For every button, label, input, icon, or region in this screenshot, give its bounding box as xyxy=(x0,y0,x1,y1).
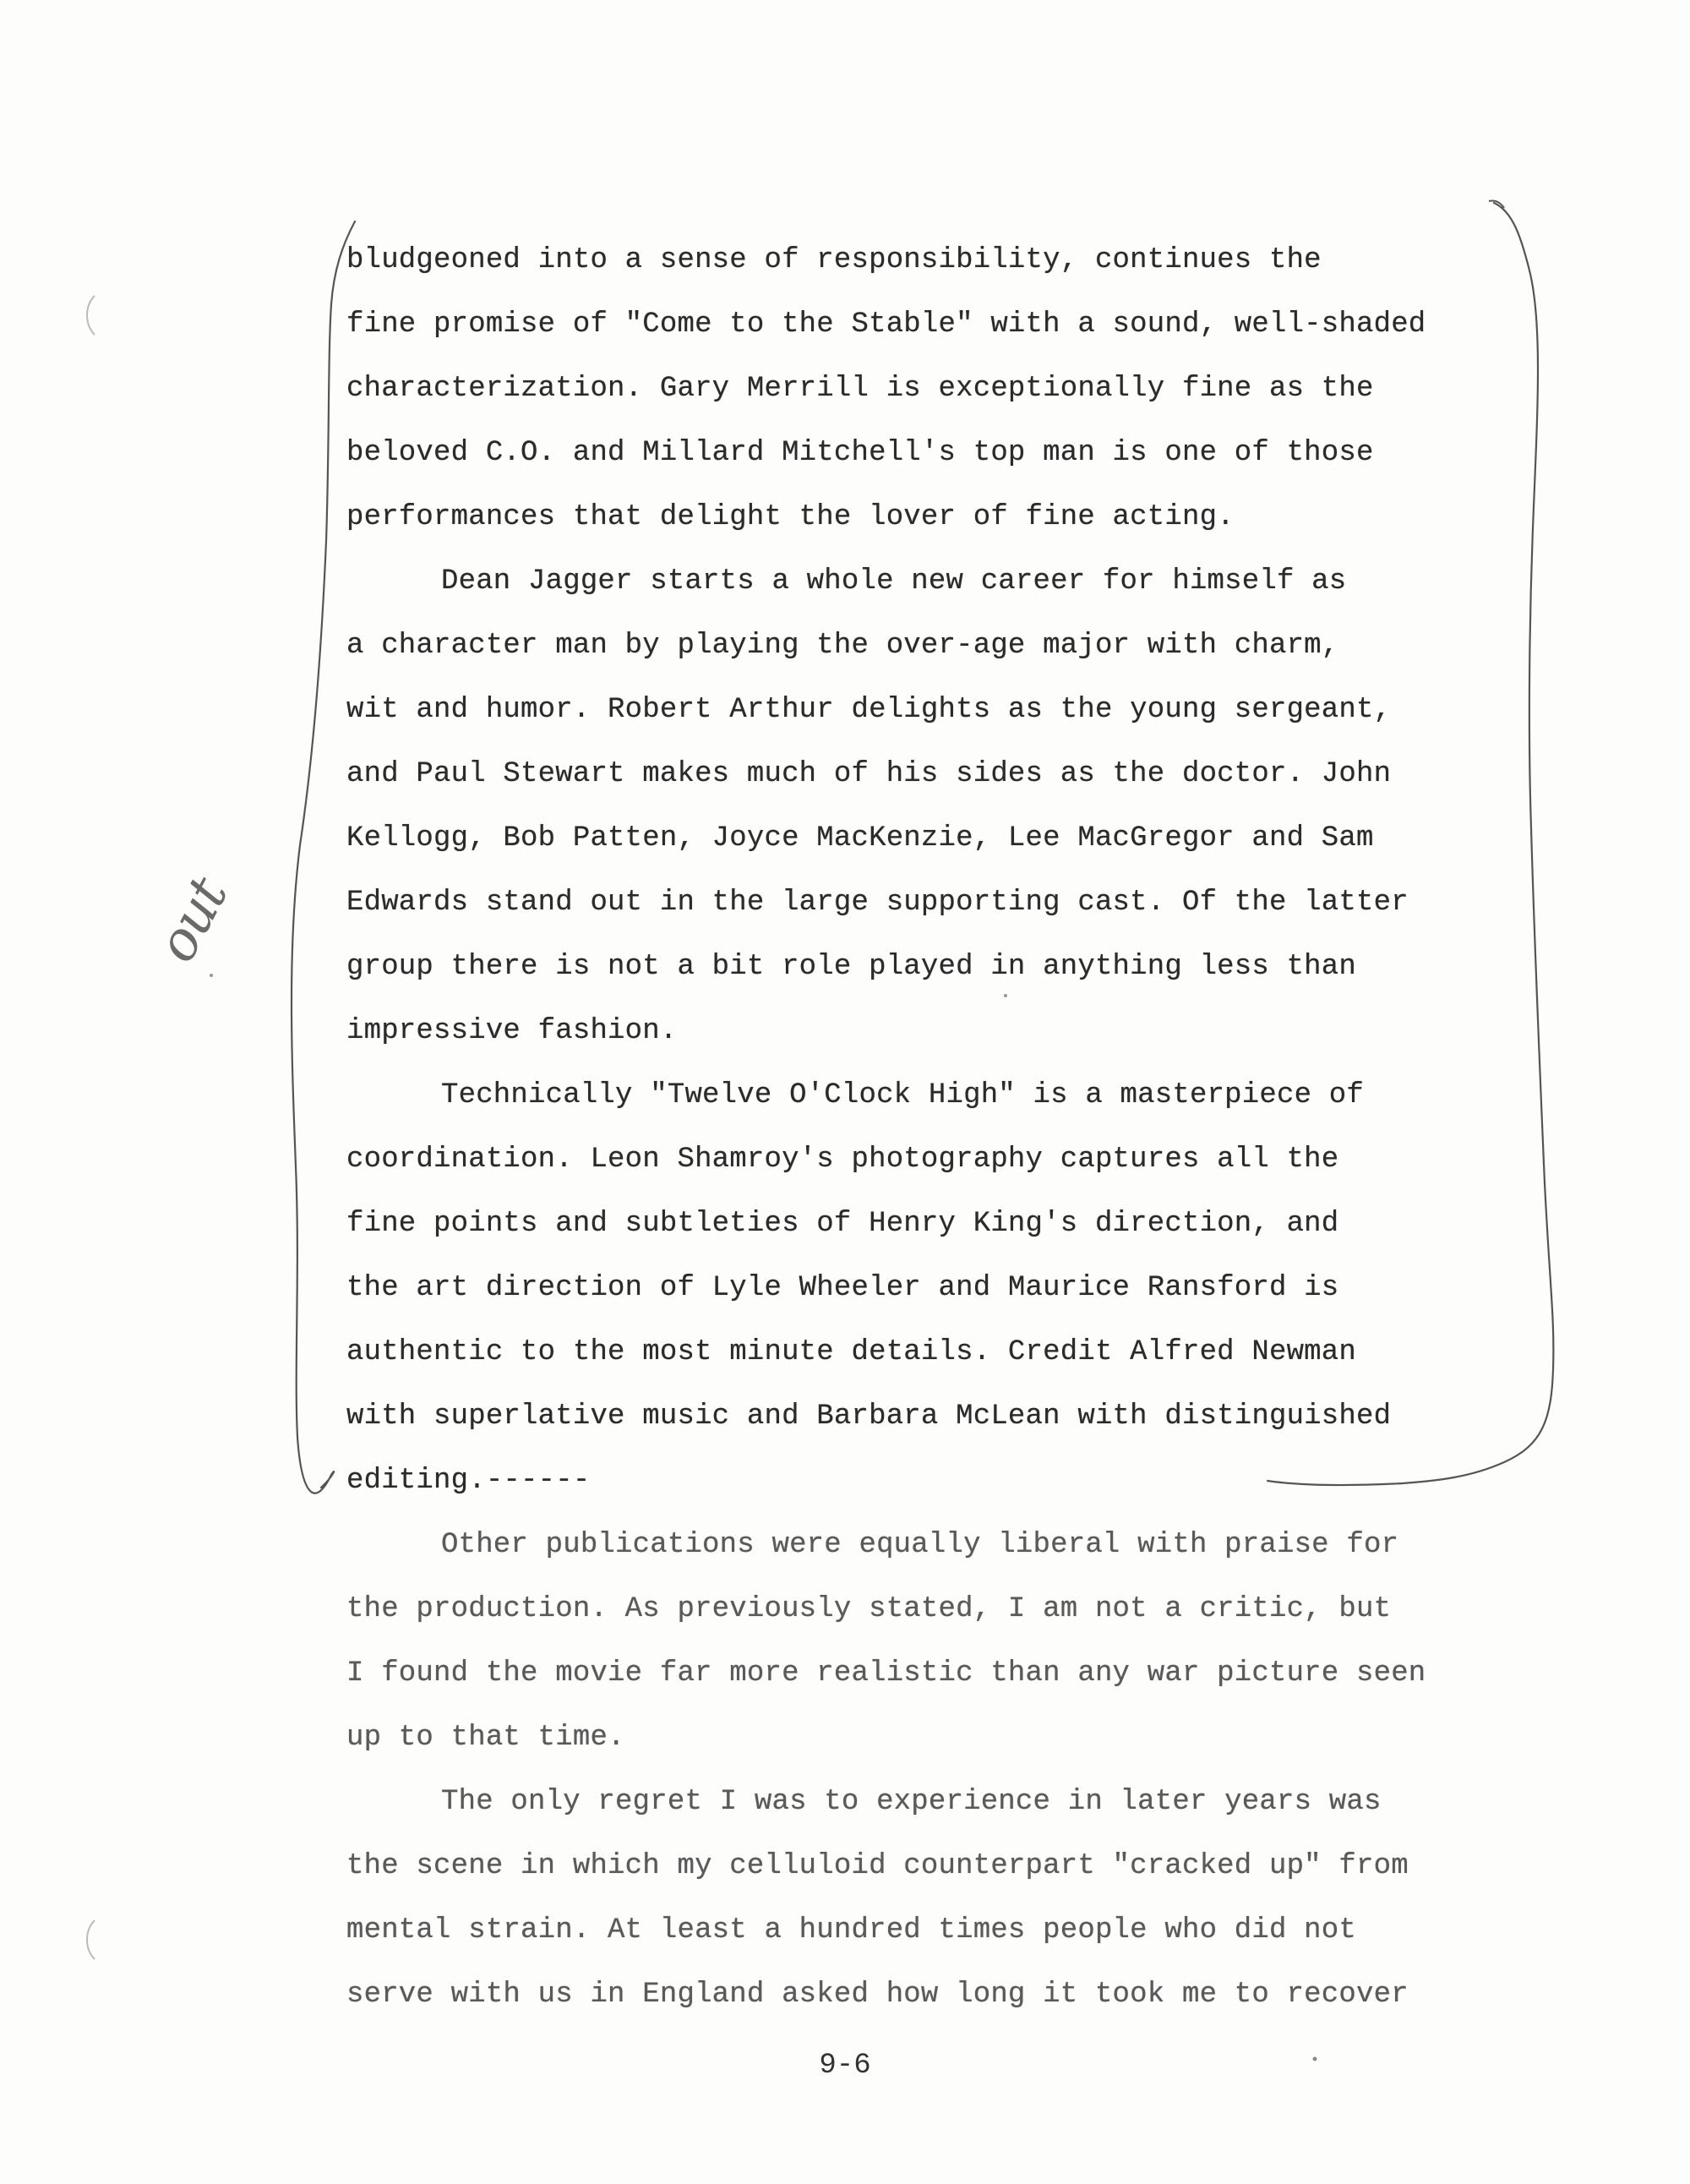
text-line: editing.------ xyxy=(346,1465,591,1497)
text-line: authentic to the most minute details. Credit Alfred Newman xyxy=(346,1336,1356,1368)
text-line: Edwards stand out in the large supporting cast. Of the latter xyxy=(346,887,1409,919)
text-line: Kellogg, Bob Patten, Joyce MacKenzie, Lee MacGregor and Sam xyxy=(346,822,1374,854)
text-line: impressive fashion. xyxy=(346,1015,678,1047)
text-line: Technically "Twelve O'Clock High" is a masterpiece of xyxy=(441,1079,1364,1111)
text-line: coordination. Leon Shamroy's photography captures all the xyxy=(346,1144,1339,1176)
text-line: the production. As previously stated, I am not a critic, but xyxy=(346,1593,1392,1625)
text-line: fine points and subtleties of Henry King's direction, and xyxy=(346,1208,1339,1240)
text-line: and Paul Stewart makes much of his sides as the doctor. John xyxy=(346,758,1392,790)
text-line: group there is not a bit role played in anything less than xyxy=(346,951,1356,983)
text-line: serve with us in England asked how long it took me to recover xyxy=(346,1979,1409,2011)
text-line: Dean Jagger starts a whole new career for himself as xyxy=(441,565,1347,598)
text-line: The only regret I was to experience in later years was xyxy=(441,1786,1382,1818)
text-line: with superlative music and Barbara McLean with distinguished xyxy=(346,1400,1392,1433)
margin-note-out: out xyxy=(144,868,240,973)
text-line: beloved C.O. and Millard Mitchell's top man is one of those xyxy=(346,437,1374,469)
text-line: wit and humor. Robert Arthur delights as the young sergeant, xyxy=(346,694,1392,726)
text-line: the art direction of Lyle Wheeler and Maurice Ransford is xyxy=(346,1272,1339,1304)
page-number: 9-6 xyxy=(819,2050,871,2082)
text-line: up to that time. xyxy=(346,1722,625,1754)
text-line: the scene in which my celluloid counterpart "cracked up" from xyxy=(346,1850,1409,1882)
text-line: bludgeoned into a sense of responsibility, continues the xyxy=(346,244,1322,276)
text-line: characterization. Gary Merrill is exceptionally fine as the xyxy=(346,373,1374,405)
text-line: a character man by playing the over-age major with charm, xyxy=(346,630,1339,662)
text-line: Other publications were equally liberal with praise for xyxy=(441,1529,1399,1561)
text-line: mental strain. At least a hundred times people who did not xyxy=(346,1914,1356,1946)
text-line: I found the movie far more realistic than any war picture seen xyxy=(346,1657,1426,1690)
text-line: performances that delight the lover of fine acting. xyxy=(346,501,1235,533)
text-line: fine promise of "Come to the Stable" with a sound, well-shaded xyxy=(346,308,1426,341)
